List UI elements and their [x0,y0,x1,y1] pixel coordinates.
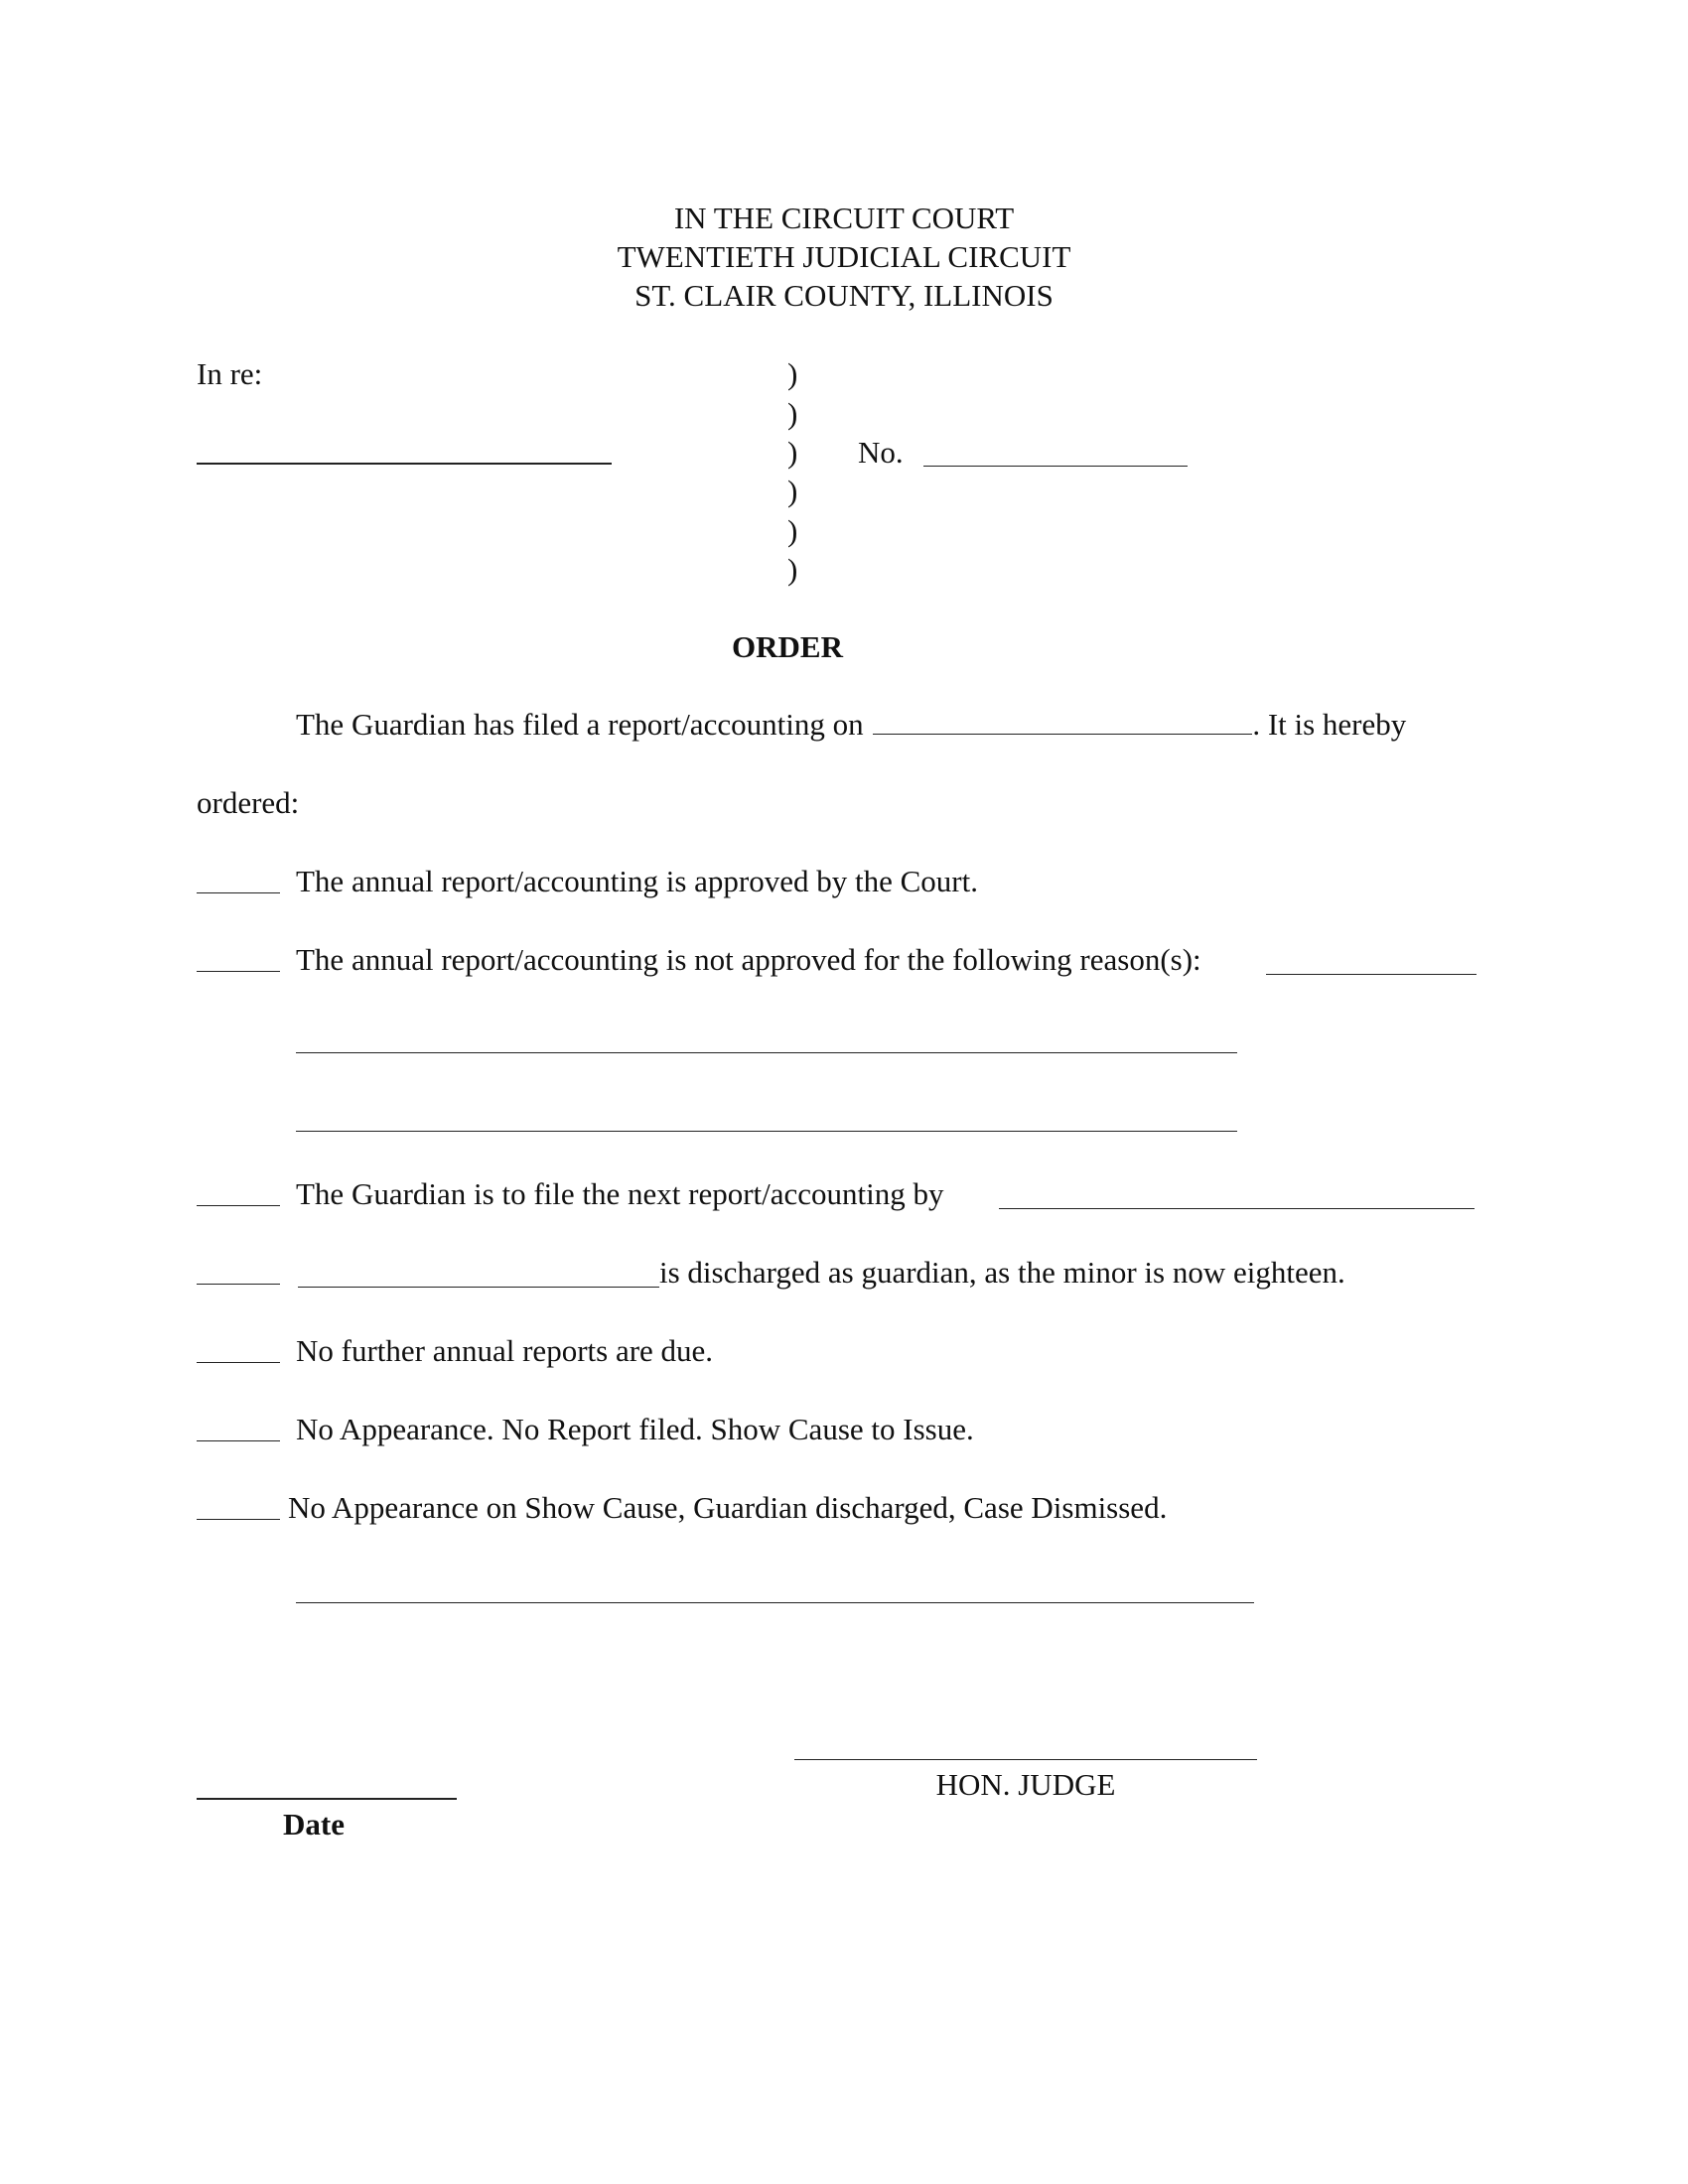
next-report-check-blank[interactable] [197,1205,280,1206]
circuit-heading: TWENTIETH JUDICIAL CIRCUIT [617,239,1071,274]
intro-ordered: ordered: [197,785,300,820]
discharged-check-blank[interactable] [197,1284,280,1285]
no-appearance-check-blank[interactable] [197,1440,280,1441]
not-approved-check-blank[interactable] [197,971,280,972]
party-name-field[interactable] [197,463,612,465]
date-label: Date [283,1807,345,1842]
next-report-text: The Guardian is to file the next report/accounting by [296,1176,944,1211]
order-title: ORDER [732,629,843,664]
guardian-name-field[interactable] [298,1287,659,1288]
paren: ) [787,474,798,508]
intro-part1: The Guardian has filed a report/accounting on [296,707,864,742]
paren: ) [787,435,798,470]
judge-label: HON. JUDGE [935,1767,1116,1802]
judge-signature-field[interactable] [794,1759,1257,1760]
no-further-check-blank[interactable] [197,1362,280,1363]
no-further-text: No further annual reports are due. [296,1333,714,1368]
intro-part2: . It is hereby [1252,707,1407,742]
not-approved-text: The annual report/accounting is not approved for the following reason(s): [296,942,1201,977]
reason-field-line3[interactable] [296,1131,1237,1132]
additional-order-field[interactable] [296,1602,1254,1603]
no-appearance-text: No Appearance. No Report filed. Show Cause to Issue. [296,1412,974,1446]
approved-check-blank[interactable] [197,892,280,893]
case-number-field[interactable] [923,466,1188,467]
next-report-date-field[interactable] [999,1208,1475,1209]
report-date-field[interactable] [873,734,1252,735]
reason-field[interactable] [1266,974,1477,975]
court-heading: IN THE CIRCUIT COURT [673,201,1015,235]
county-heading: ST. CLAIR COUNTY, ILLINOIS [634,278,1054,313]
paren: ) [787,356,798,391]
intro-text [296,709,1406,740]
in-re-label: In re: [197,356,263,391]
show-cause-text: No Appearance on Show Cause, Guardian discharged, Case Dismissed. [288,1490,1168,1525]
case-number-label: No. [858,435,904,470]
approved-text: The annual report/accounting is approved by the Court. [296,864,978,898]
discharged-text: is discharged as guardian, as the minor is now eighteen. [659,1255,1345,1290]
date-field[interactable] [197,1798,457,1800]
reason-field-line2[interactable] [296,1052,1237,1053]
paren: ) [787,513,798,548]
show-cause-check-blank[interactable] [197,1519,280,1520]
paren: ) [787,396,798,431]
paren: ) [787,552,798,587]
